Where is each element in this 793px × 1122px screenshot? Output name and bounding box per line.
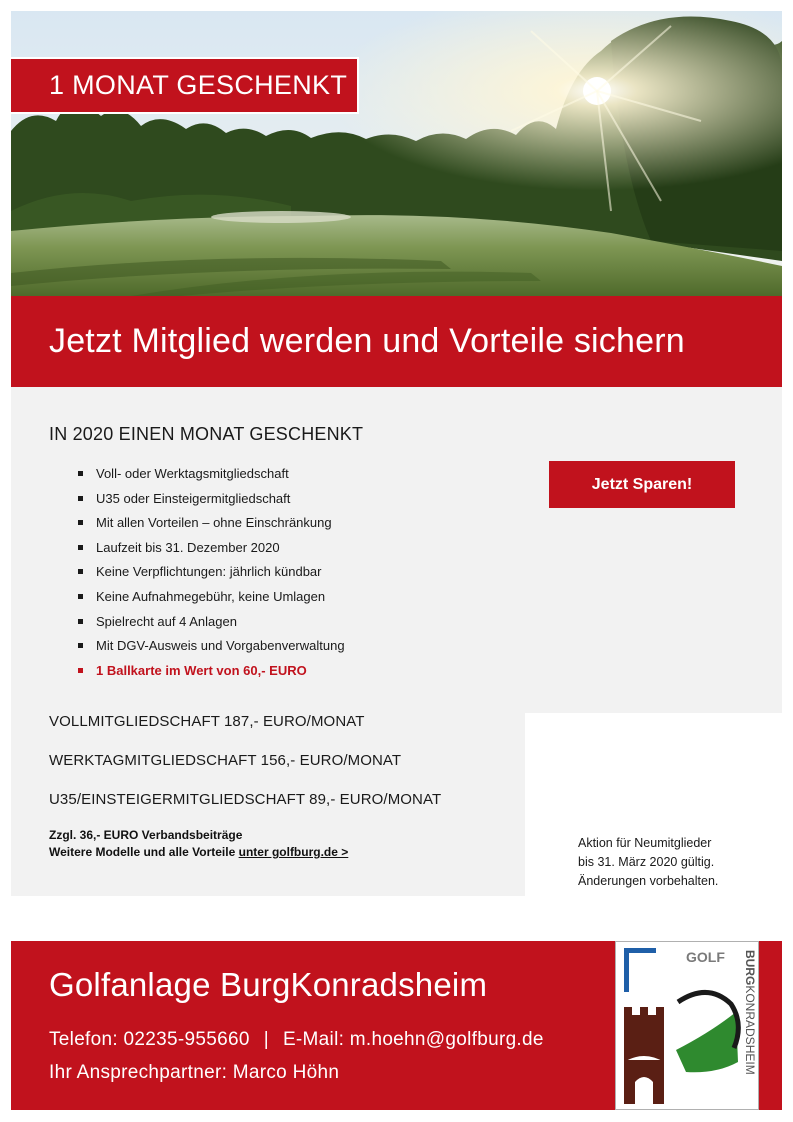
disclaimer bbox=[578, 834, 718, 891]
benefit-text: Keine Aufnahmegebühr, keine Umlagen bbox=[96, 588, 326, 604]
more-models-text: Weitere Modelle und alle Vorteile bbox=[49, 845, 239, 859]
logo-golf-text: GOLF bbox=[686, 949, 725, 965]
benefit-text: Spielrecht auf 4 Anlagen bbox=[96, 613, 237, 629]
hero-golf-course-photo bbox=[11, 11, 782, 296]
promo-badge: 1 MONAT GESCHENKT bbox=[11, 57, 359, 114]
bullet-icon bbox=[78, 471, 83, 476]
golfburg-link[interactable]: unter golfburg.de > bbox=[238, 845, 349, 859]
price-werktagmitgliedschaft: WERKTAGMITGLIEDSCHAFT 156,- EURO/MONAT bbox=[49, 752, 402, 769]
bullet-icon bbox=[78, 569, 83, 574]
contact-person: Ihr Ansprechpartner: Marco Höhn bbox=[49, 1062, 340, 1083]
jetzt-sparen-button[interactable]: Jetzt Sparen! bbox=[549, 461, 735, 508]
disclaimer-line: bis 31. März 2020 gültig. bbox=[578, 855, 715, 869]
headline-banner: Jetzt Mitglied werden und Vorteile sichern bbox=[11, 296, 782, 387]
bullet-icon bbox=[78, 643, 83, 648]
benefit-text: Mit allen Vorteilen – ohne Einschränkung bbox=[96, 515, 332, 531]
fee-notes bbox=[49, 827, 348, 861]
bullet-icon bbox=[78, 594, 83, 599]
list-item bbox=[78, 538, 345, 563]
disclaimer-line: Änderungen vorbehalten. bbox=[578, 874, 719, 888]
benefit-text: Keine Verpflichtungen: jährlich kündbar bbox=[96, 564, 322, 580]
list-item bbox=[78, 636, 345, 661]
logo-konradsheim-text: KONRADSHEIM bbox=[743, 985, 757, 1075]
bullet-icon bbox=[78, 668, 83, 673]
bullet-icon bbox=[78, 545, 83, 550]
bullet-icon bbox=[78, 496, 83, 501]
phone-number[interactable]: Telefon: 02235-955660 bbox=[49, 1029, 250, 1050]
club-name: Golfanlage BurgKonradsheim bbox=[49, 966, 488, 1003]
logo-burg-text: BURG bbox=[743, 950, 757, 986]
list-item bbox=[78, 562, 345, 587]
price-vollmitgliedschaft: VOLLMITGLIEDSCHAFT 187,- EURO/MONAT bbox=[49, 713, 365, 730]
price-list bbox=[49, 712, 441, 829]
separator: | bbox=[263, 1029, 269, 1050]
benefit-text: Voll- oder Werktagsmitgliedschaft bbox=[96, 466, 289, 481]
benefit-text: Mit DGV-Ausweis und Vorgabenverwaltung bbox=[96, 638, 345, 654]
benefit-text: U35 oder Einsteigermitgliedschaft bbox=[96, 490, 291, 506]
list-item bbox=[78, 489, 345, 514]
price-u35-einsteiger: U35/EINSTEIGERMITGLIEDSCHAFT 89,- EURO/MONAT bbox=[49, 791, 442, 808]
svg-text:BURGKONRADSHEIM bbox=[743, 950, 757, 1075]
more-models-line bbox=[49, 844, 348, 861]
list-item bbox=[78, 612, 345, 637]
golfburg-logo bbox=[615, 941, 759, 1110]
email-link[interactable]: E-Mail: m.hoehn@golfburg.de bbox=[282, 1029, 544, 1050]
list-item bbox=[78, 587, 345, 612]
fee-note: Zzgl. 36,- EURO Verbandsbeiträge bbox=[49, 828, 243, 842]
bullet-icon bbox=[78, 619, 83, 624]
list-item bbox=[78, 513, 345, 538]
benefit-text: Laufzeit bis 31. Dezember 2020 bbox=[96, 539, 280, 555]
benefits-list bbox=[78, 464, 345, 685]
contact-line bbox=[49, 1029, 544, 1051]
offer-title: IN 2020 EINEN MONAT GESCHENKT bbox=[49, 424, 364, 444]
disclaimer-line: Aktion für Neumitglieder bbox=[578, 836, 712, 850]
list-item-highlight bbox=[78, 661, 345, 686]
bullet-icon bbox=[78, 520, 83, 525]
list-item bbox=[78, 464, 345, 489]
benefit-text: 1 Ballkarte im Wert von 60,- EURO bbox=[96, 662, 307, 678]
